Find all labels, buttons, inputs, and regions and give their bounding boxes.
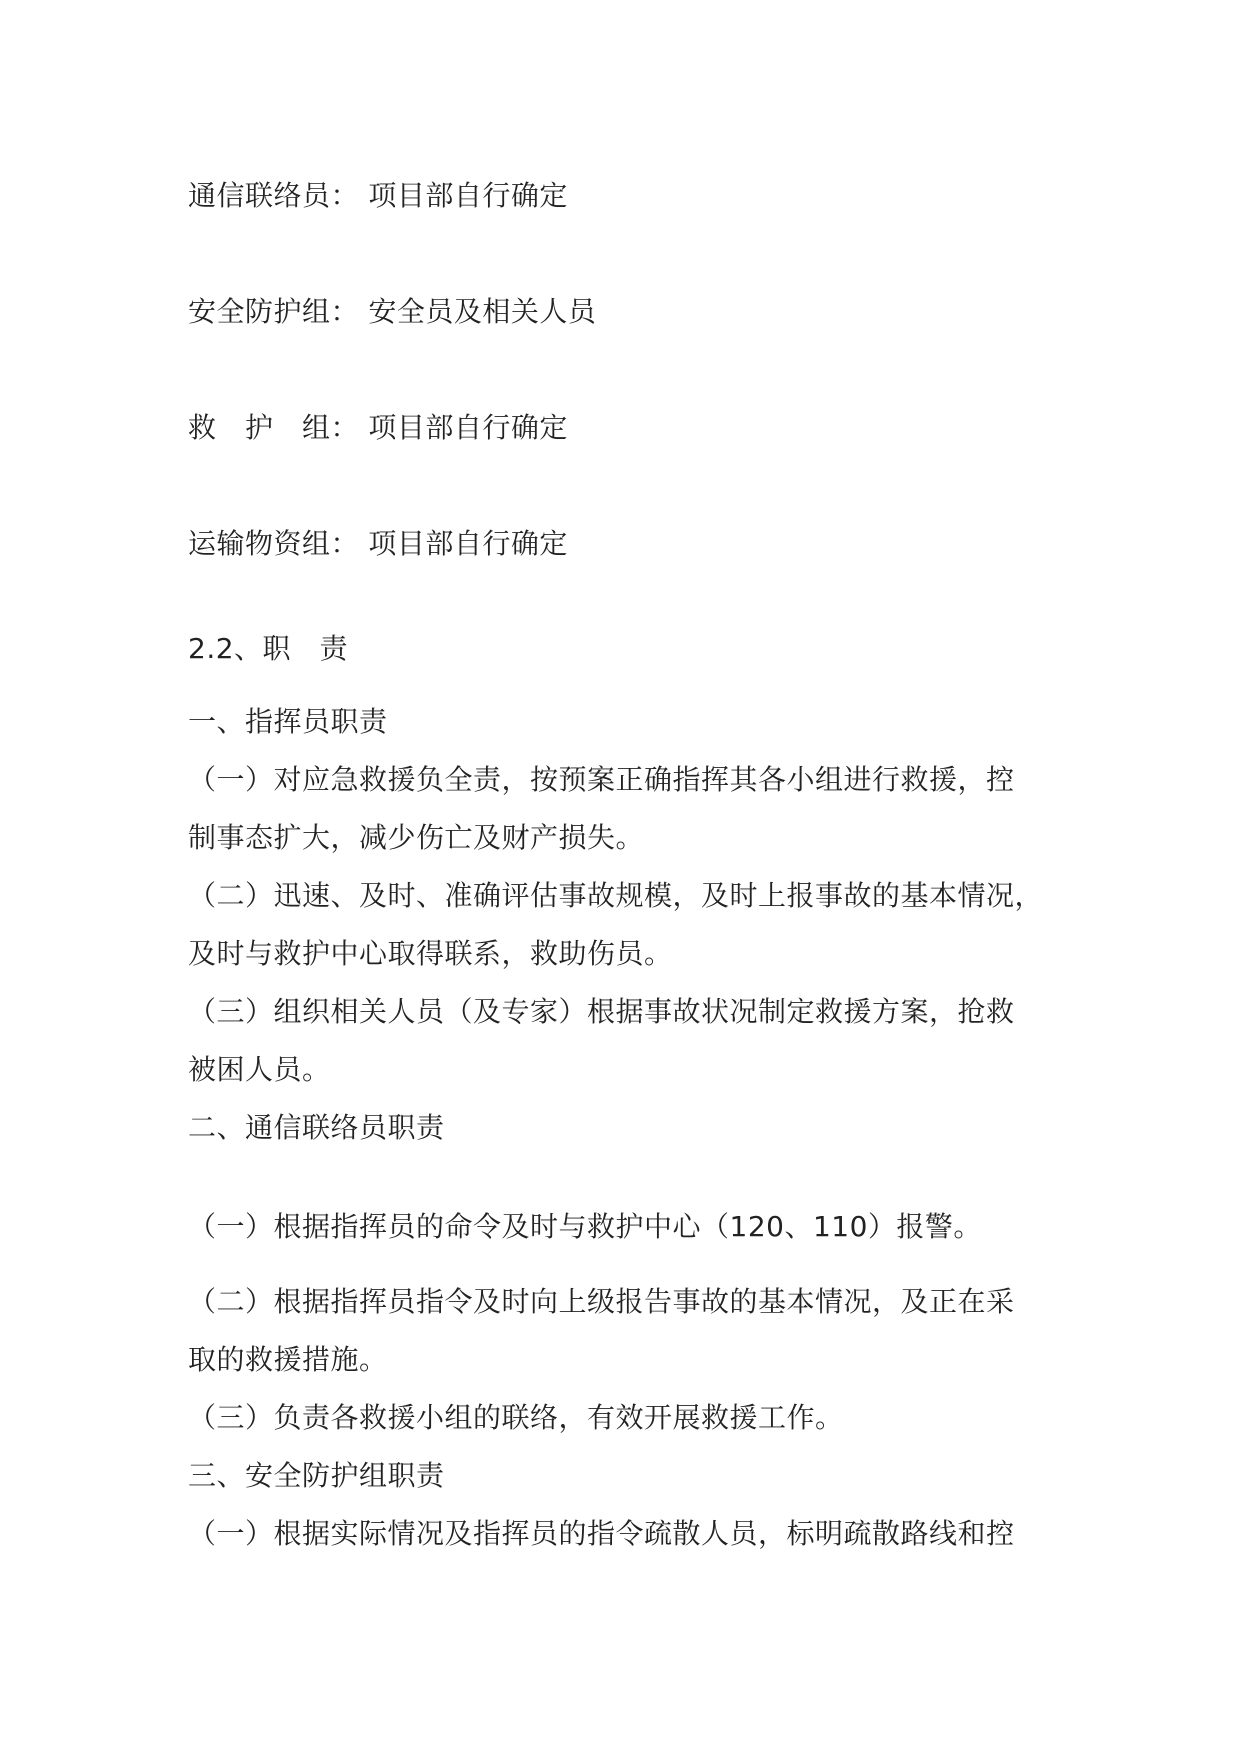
role-comm-liaison: 通信联络员： 项目部自行确定 [188,179,568,212]
role-safety-protection-group: 安全防护组： 安全员及相关人员 [188,295,597,328]
role-rescue-group: 救 护 组： 项目部自行确定 [188,411,568,444]
subheading-safety-group-duties: 三、安全防护组职责 [188,1459,445,1492]
paragraph-line: （三）组织相关人员（及专家）根据事故状况制定救援方案，抢救 [188,995,1015,1028]
paragraph-line: （一）根据实际情况及指挥员的指令疏散人员，标明疏散路线和控 [188,1517,1015,1550]
paragraph-line: 取的救援措施。 [188,1343,388,1376]
paragraph-line: 及时与救护中心取得联系，救助伤员。 [188,937,673,970]
paragraph-line: （一）对应急救援负全责，按预案正确指挥其各小组进行救援，控 [188,763,1015,796]
subheading-comm-liaison-duties: 二、通信联络员职责 [188,1111,445,1144]
paragraph-line: （三）负责各救援小组的联络，有效开展救援工作。 [188,1401,844,1434]
paragraph-line: 被困人员。 [188,1053,331,1086]
role-transport-supplies-group: 运输物资组： 项目部自行确定 [188,527,568,560]
paragraph-line: （二）根据指挥员指令及时向上级报告事故的基本情况，及正在采 [188,1285,1015,1318]
subheading-commander-duties: 一、指挥员职责 [188,705,388,738]
paragraph-line: （一）根据指挥员的命令及时与救护中心（120、110）报警。 [188,1210,982,1243]
paragraph-line: （二）迅速、及时、准确评估事故规模，及时上报事故的基本情况， [188,879,1044,912]
section-heading-duties: 2.2、职 责 [188,632,349,665]
paragraph-line: 制事态扩大，减少伤亡及财产损失。 [188,821,645,854]
